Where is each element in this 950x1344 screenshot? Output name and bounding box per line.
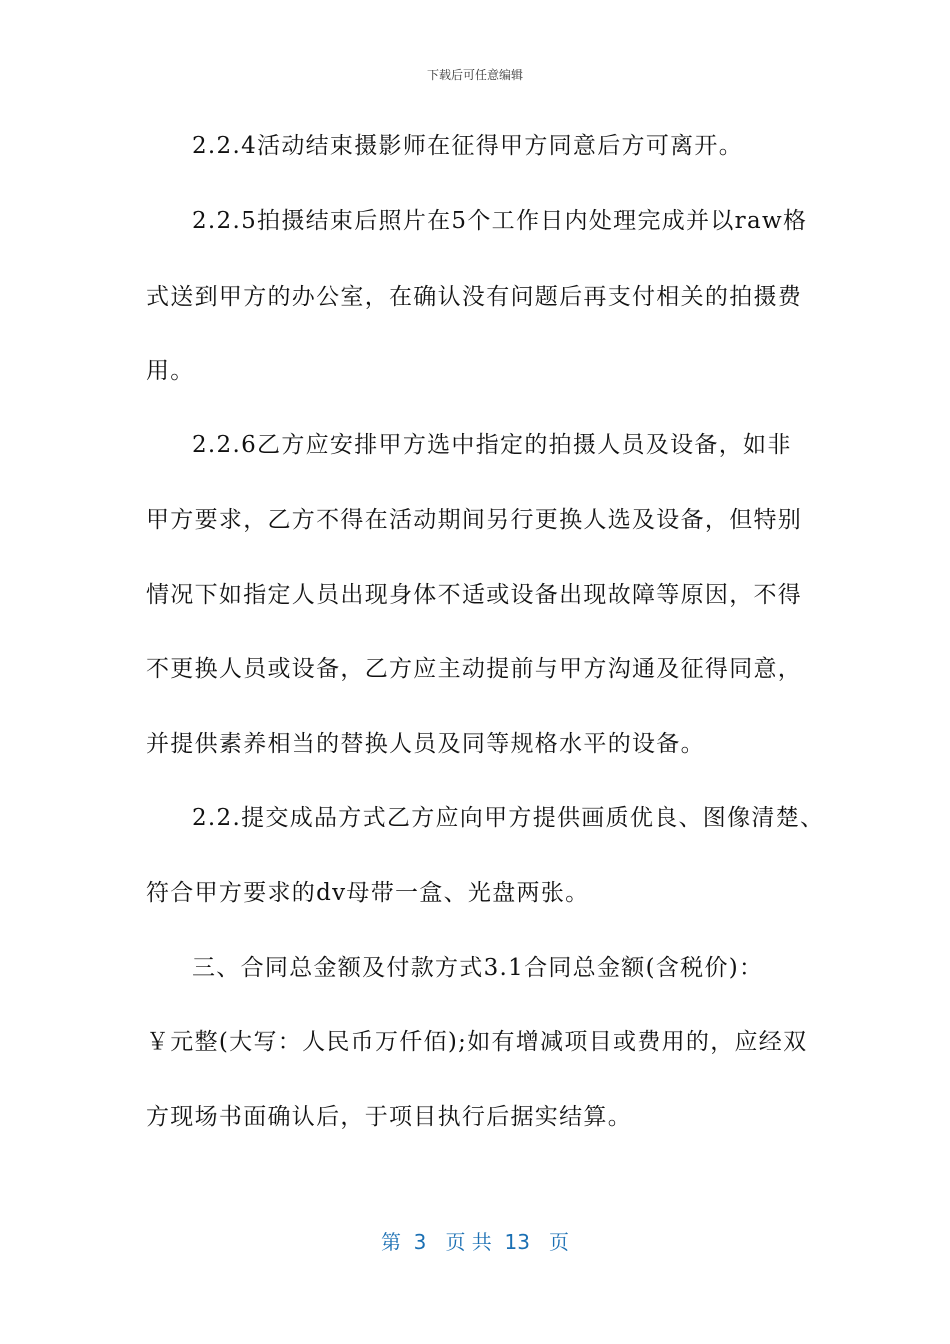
- paragraph-line: ￥元整(大写：人民币万仟佰);如有增减项目或费用的，应经双: [146, 1029, 808, 1055]
- paragraph-line: 不更换人员或设备，乙方应主动提前与甲方沟通及征得同意，: [146, 656, 803, 682]
- paragraph-line: 符合甲方要求的dv母带一盒、光盘两张。: [146, 880, 590, 906]
- paragraph-line: 式送到甲方的办公室，在确认没有问题后再支付相关的拍摄费: [146, 284, 803, 310]
- paragraph-line: 2.2.4活动结束摄影师在征得甲方同意后方可离开。: [192, 133, 744, 159]
- paragraph-line: 方现场书面确认后，于项目执行后据实结算。: [146, 1104, 632, 1130]
- paragraph-line: 甲方要求，乙方不得在活动期间另行更换人选及设备，但特别: [146, 507, 803, 533]
- paragraph-line: 2.2.5拍摄结束后照片在5个工作日内处理完成并以raw格: [192, 208, 808, 234]
- paragraph-line: 三、合同总金额及付款方式3.1合同总金额(含税价)：: [192, 955, 764, 981]
- paragraph-line: 情况下如指定人员出现身体不适或设备出现故障等原因，不得: [146, 582, 803, 608]
- page-footer: 第 3 页 共 13 页: [380, 1230, 570, 1254]
- paragraph-line: 并提供素养相当的替换人员及同等规格水平的设备。: [146, 731, 705, 757]
- paragraph-line: 2.2.6乙方应安排甲方选中指定的拍摄人员及设备，如非: [192, 432, 792, 458]
- paragraph-line: 用。: [146, 358, 195, 384]
- paragraph-line: 2.2.提交成品方式乙方应向甲方提供画质优良、图像清楚、: [192, 805, 825, 831]
- page-header: 下载后可任意编辑: [426, 68, 523, 82]
